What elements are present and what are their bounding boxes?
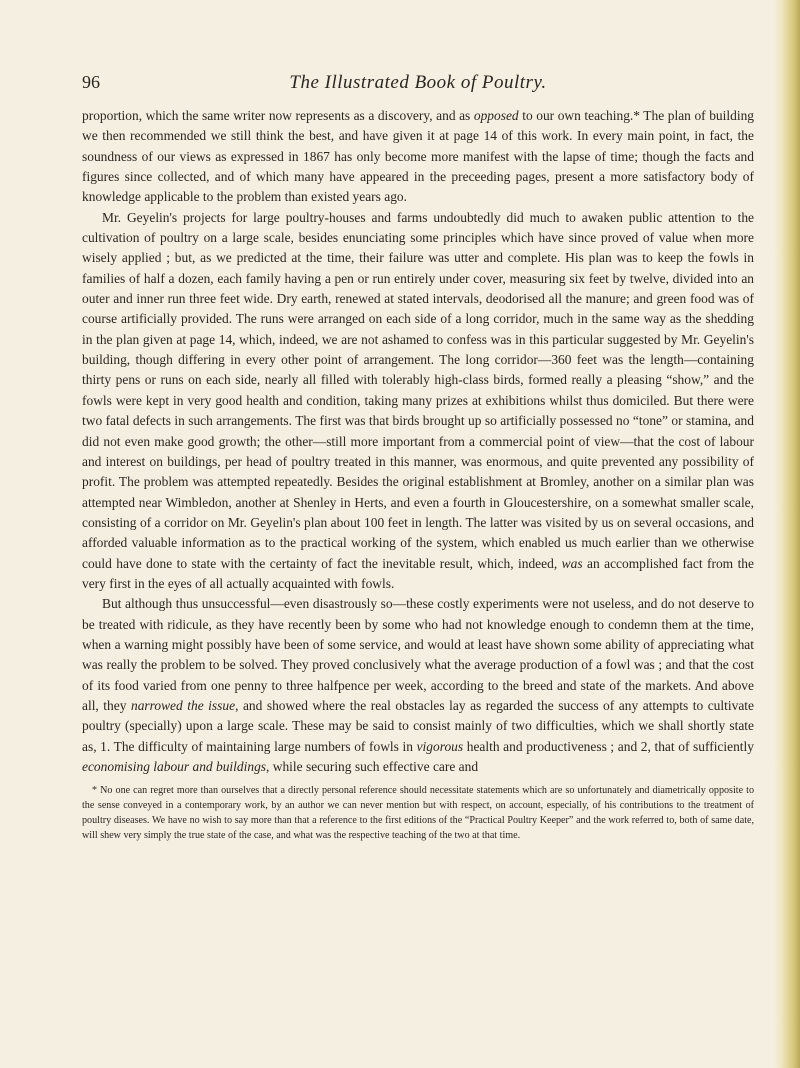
p3-emphasis-narrowed: narrowed the issue <box>130 697 236 713</box>
p1-emphasis-opposed: opposed <box>473 108 519 123</box>
running-title: The Illustrated Book of Poultry. <box>289 72 547 93</box>
p3-text-d: , while securing such effective care and <box>266 759 479 774</box>
p2-text-a: Mr. Geyelin's projects for large poultry-houses and farms undoubtedly did much to awaken public attention to the cultivation of poultry on a large scale, besides enunciating some principles which have since proved of value when more wisely applied ; but, as we predicted at the time, their failure was utter and complete. His plan was to keep the fowls in families of half a dozen, each family having a pen or run entirely under cover, measuring six feet by twelve, divided into an outer and inner run three feet wide. Dry earth, renewed at stated intervals, deodorised all the manure; and green food was of course artificially provided. The runs were arranged on each side of a long corridor, much in the same way as the shedding in the plan given at page 14, which, indeed, we are not ashamed to confess was in this particular suggested by Mr. Geyelin's building, though differing in every other point of arrangement. The long corridor—360 feet was the length—containing thirty pens or runs on each side, nearly all filled with tolerably high-class birds, formed really a pleasing “show,” and the fowls were kept in very good health and condition, taking many prizes at exhibitions whilst thus domiciled. But there were two fatal defects in such arrangements. The first was that birds brought up so artificially possessed no “tone” or stamina, and did not even make good growth; the other—still more important from a commercial point of view—that the cost of labour and interest on buildings, per head of poultry treated in this manner, was enormous, and quite prevented any possibility of profit. The problem was attempted repeatedly. Besides the original establishment at Bromley, another on a similar plan was attempted near Wimbledon, another at Shenley in Herts, and even a fourth in Gloucestershire, on a somewhat smaller scale, consisting of a corridor on Mr. Geyelin's plan about 100 feet in length. The latter was visited by us on several occasions, and afforded valuable information as to the practical working of the system, which enabled us much earlier than we otherwise could have done to state with the certainty of fact the inevitable result, which, indeed, <box>82 209 754 571</box>
p3-text-a: But although thus unsuccessful—even disastrously so—these costly experiments were not useless, and do not deserve to be treated with ridicule, as they have recently been by some who had not knowledge enough to condemn them at the time, when a warning might possibly have been of some service, and would at least have shown some ability of appreciating what was really the problem to be solved. They proved conclusively what the average production of a fowl was ; and that the cost of its food varied from one penny to three halfpence per week, according to the breed and state of the markets. And above all, they <box>82 596 754 713</box>
page-header <box>82 72 754 96</box>
footnote <box>82 783 754 843</box>
p3-emphasis-economising: economising labour and buildings <box>82 759 267 774</box>
p2-emphasis-was: was <box>561 555 583 571</box>
page-edge-shadow <box>774 0 800 1068</box>
book-page <box>82 72 754 1032</box>
p3-text-b: , and showed where the real obstacles lay as regarded the success of any attempts to cultivate poultry (specially) upon a large scale. These may be said to consist mainly of two difficulties, which we shall shortly state as, 1. The difficulty of maintaining large numbers of fowls in <box>82 697 754 754</box>
paragraph-2 <box>82 208 754 595</box>
body-text <box>82 106 754 777</box>
p1-text-b: to our own teaching.* The plan of building we then recommended we still think the best, and have given it at page 14 of this work. In every main point, in fact, the soundness of our views as expressed in 1867 has only become more manifest with the lapse of time; though the facts and figures since collected, and of which many have appeared in the preceeding pages, present a more satisfactory body of knowledge applicable to the problem than existed years ago. <box>82 108 755 205</box>
paragraph-1 <box>82 106 754 208</box>
footnote-text: * No one can regret more than ourselves that a directly personal reference should necessitate statements which are so unfortunately and diametrically opposite to the sense conveyed in a contemporary work, by an author we can never mention but with respect, on account, especially, of his contributions to the treatment of poultry diseases. We have no wish to say more than that a reference to the first editions of the “Practical Poultry Keeper” and the work referred to, both of same date, will shew very simply the true state of the case, and what was the respective teaching of the two at that time. <box>82 785 754 842</box>
page-number: 96 <box>82 72 100 92</box>
p1-text-a: proportion, which the same writer now represents as a discovery, and as <box>82 108 474 123</box>
p3-text-c: health and productiveness ; and 2, that of sufficiently <box>463 738 754 754</box>
paragraph-3 <box>82 594 754 777</box>
p3-emphasis-vigorous: vigorous <box>416 738 464 754</box>
p2-text-b: an accomplished fact from the very first in the eyes of all actually acquainted with fowls. <box>82 555 754 591</box>
